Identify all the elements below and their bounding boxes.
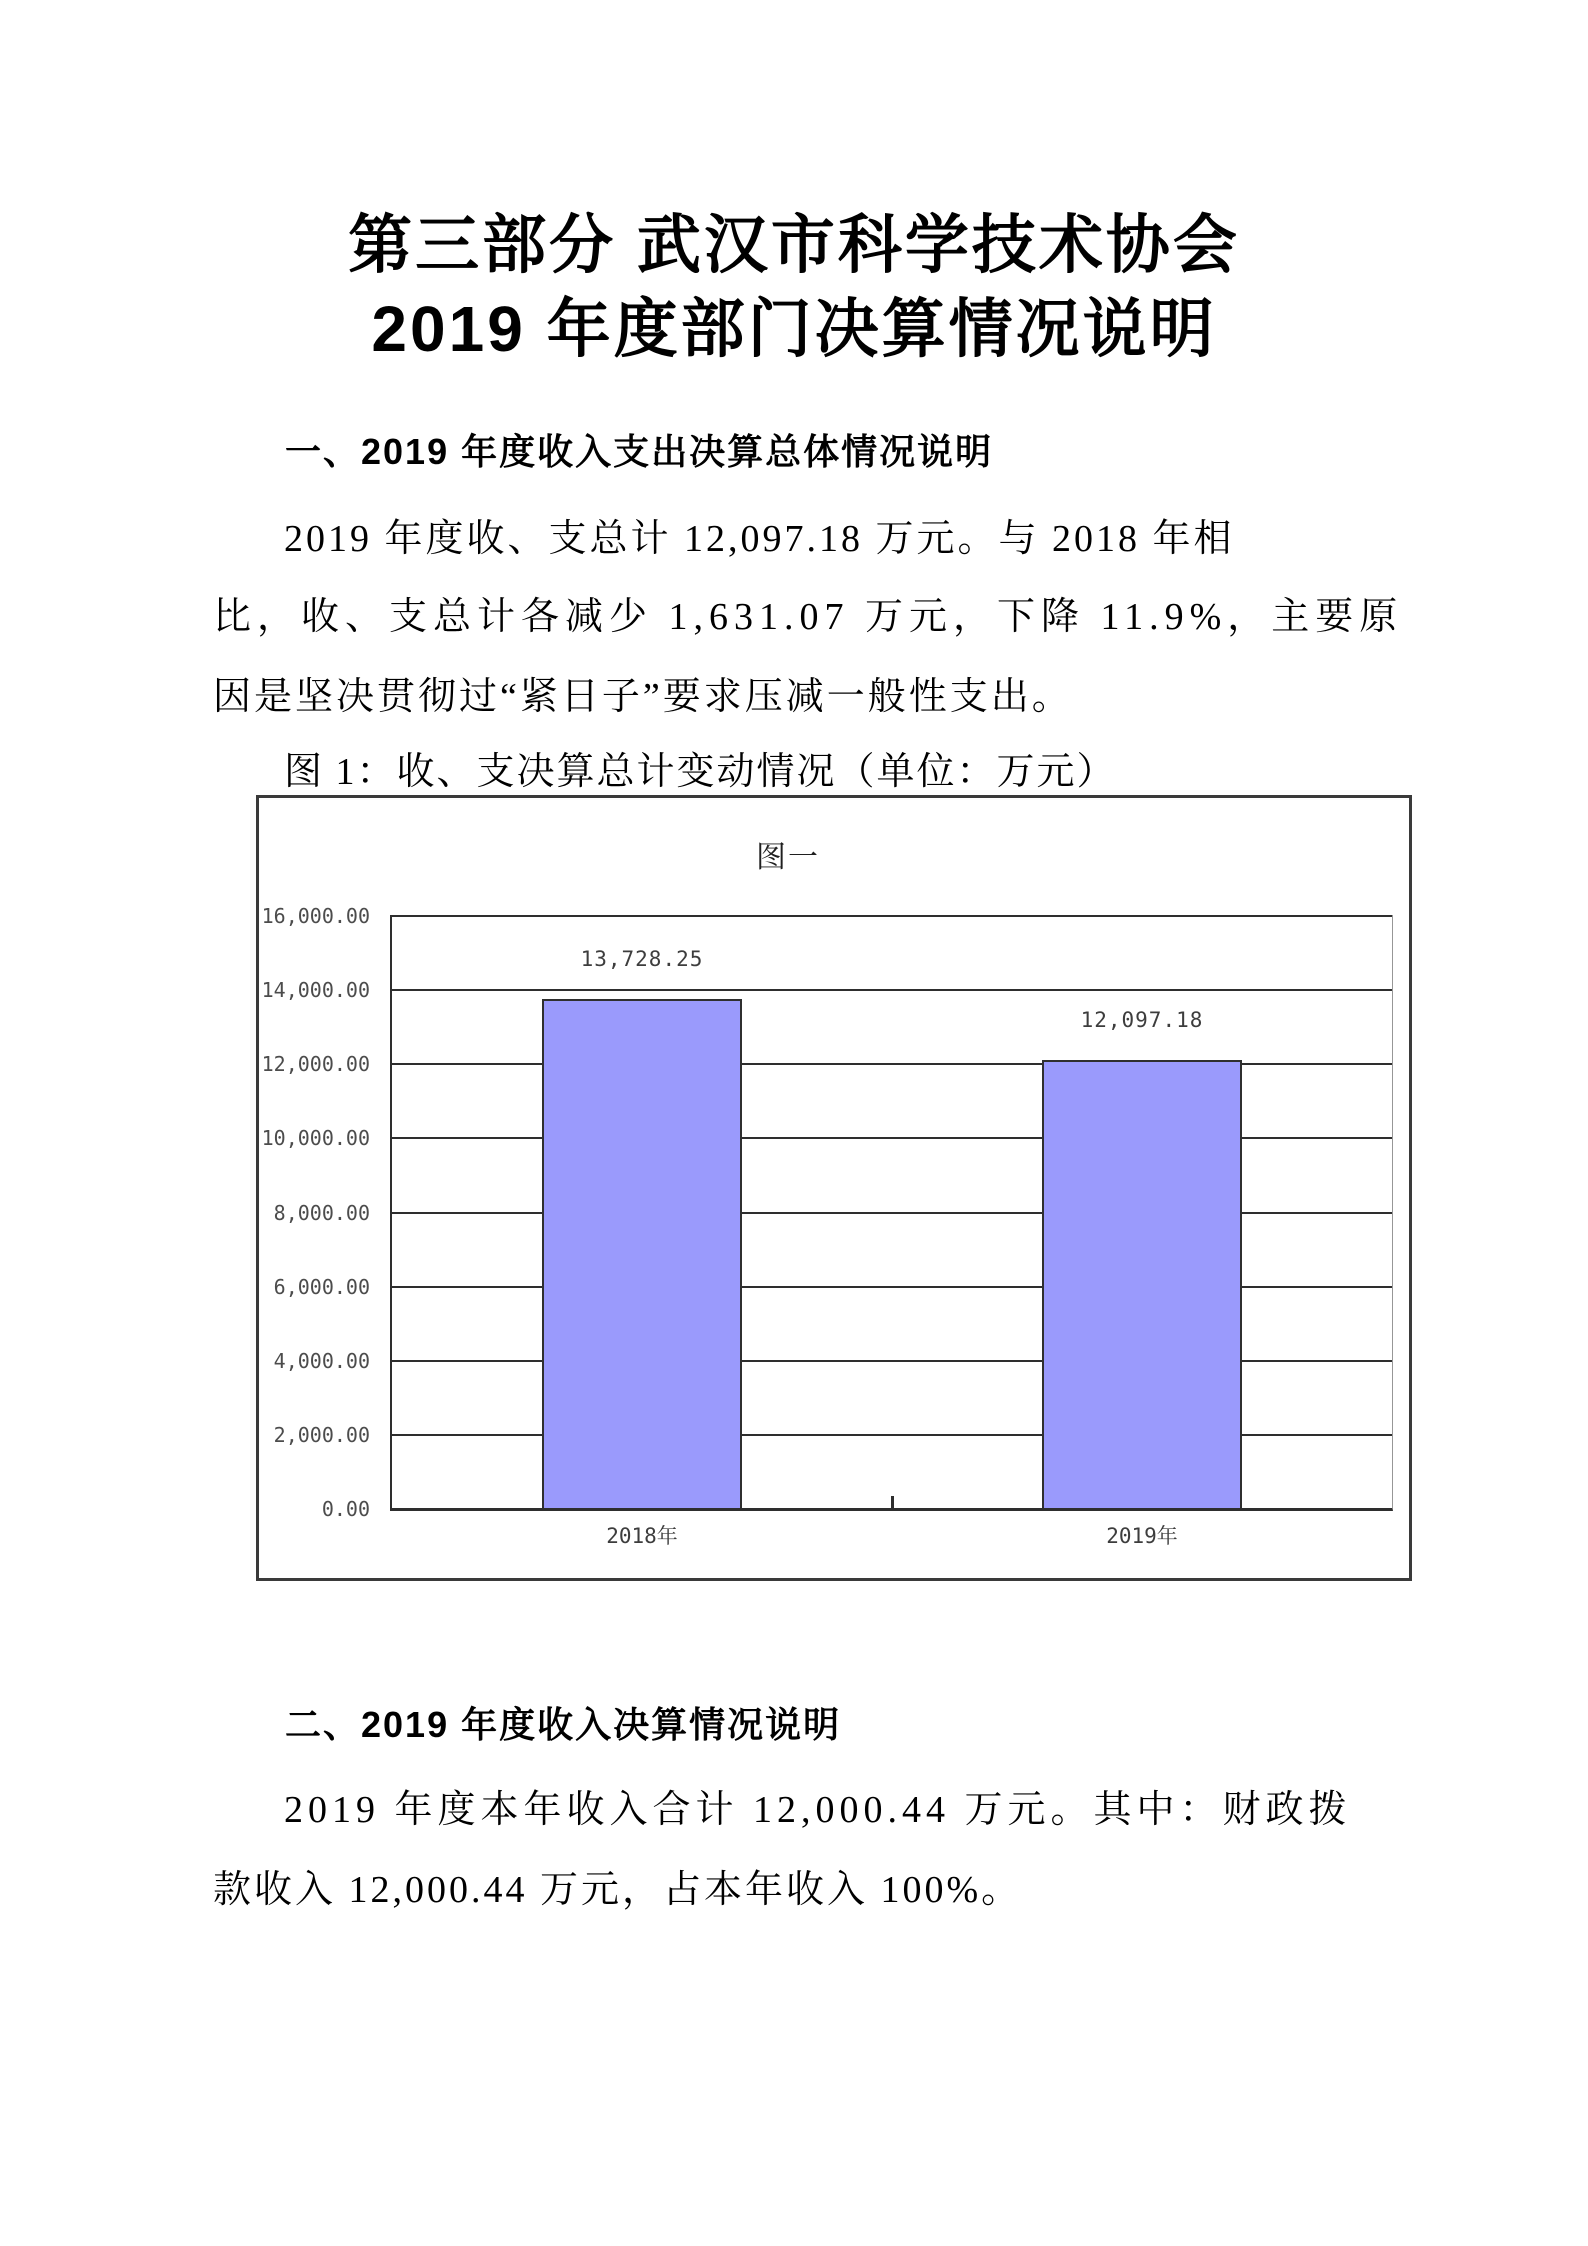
chart-x-tick-label: 2019年 [1106, 1524, 1178, 1548]
chart-y-axis [259, 904, 373, 1521]
chart-y-tick-label: 8,000.00 [273, 1201, 370, 1225]
document-title-line1: 第三部分 武汉市科学技术协会 [348, 209, 1240, 281]
section2-paragraph-line1: 2019 年度本年收入合计 12,000.44 万元。其中：财政拨 [284, 1789, 1352, 1831]
chart-y-tick-label: 4,000.00 [273, 1349, 370, 1373]
chart-y-tick-label: 16,000.00 [261, 904, 370, 928]
chart-y-tick-label: 12,000.00 [261, 1052, 370, 1076]
section2-heading: 二、2019 年度收入决算情况说明 [285, 1704, 842, 1745]
figure1-caption: 图 1：收、支决算总计变动情况（单位：万元） [284, 751, 1117, 793]
chart-y-tick-label: 2,000.00 [273, 1423, 370, 1447]
chart-plot-area [390, 915, 1393, 1548]
chart-gridline [392, 915, 1392, 917]
document-title-line2: 2019 年度部门决算情况说明 [371, 293, 1217, 365]
section1-paragraph-line2: 比，收、支总计各减少 1,631.07 万元，下降 11.9%，主要原 [213, 596, 1404, 638]
chart-bar-2019年 [1042, 1060, 1242, 1508]
chart-y-tick-label: 0.00 [321, 1497, 370, 1521]
chart-title: 图一 [756, 840, 820, 875]
section1-heading: 一、2019 年度收入支出决算总体情况说明 [285, 431, 994, 472]
figure1-bar-chart [256, 795, 1412, 1581]
chart-y-tick-label: 10,000.00 [261, 1126, 370, 1150]
section1-paragraph-line1: 2019 年度收、支总计 12,097.18 万元。与 2018 年相 [284, 518, 1235, 560]
section2-paragraph-line2: 款收入 12,000.44 万元，占本年收入 100%。 [213, 1869, 1023, 1911]
chart-bar-2018年 [542, 999, 742, 1508]
chart-gridline [392, 989, 1392, 991]
chart-value-label: 12,097.18 [1080, 1008, 1204, 1032]
chart-x-axis-tick [891, 1496, 894, 1508]
section1-paragraph-line3: 因是坚决贯彻过“紧日子”要求压减一般性支出。 [213, 676, 1073, 718]
chart-y-tick-label: 6,000.00 [273, 1275, 370, 1299]
chart-y-tick-label: 14,000.00 [261, 978, 370, 1002]
chart-value-label: 13,728.25 [580, 947, 704, 971]
chart-x-tick-label: 2018年 [606, 1524, 678, 1548]
